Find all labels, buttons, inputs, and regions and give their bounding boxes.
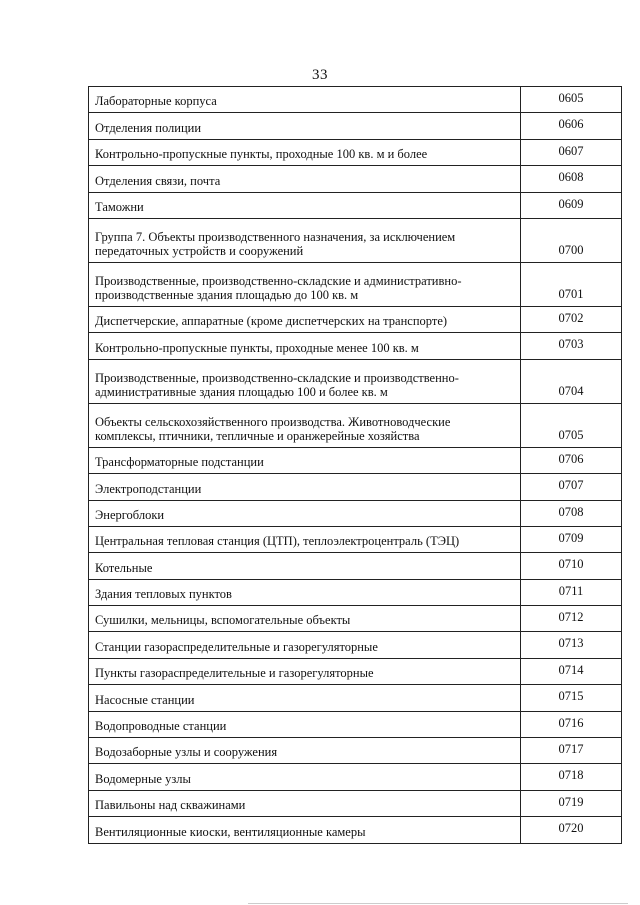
row-name: Объекты сельскохозяйственного производства. Животноводческие комплексы, птичники, тепличные и оранжерейные хозяйства [89,403,521,447]
row-name: Пункты газораспределительные и газорегуляторные [89,658,521,684]
scan-edge-line [248,903,628,904]
table-row [89,474,622,500]
row-name: Лабораторные корпуса [89,87,521,113]
table-row [89,359,622,403]
row-name: Водопроводные станции [89,711,521,737]
row-name: Контрольно-пропускные пункты, проходные менее 100 кв. м [89,333,521,359]
row-name: Энергоблоки [89,500,521,526]
table-row [89,447,622,473]
row-name: Производственные, производственно-складские и административно-производственные здания площадью до 100 кв. м [89,262,521,306]
row-code: 0609 [521,192,622,218]
row-code: 0608 [521,166,622,192]
row-code: 0712 [521,606,622,632]
table-row [89,306,622,332]
table-row [89,87,622,113]
row-name: Электроподстанции [89,474,521,500]
row-name: Трансформаторные подстанции [89,447,521,473]
row-code: 0711 [521,579,622,605]
row-name: Станции газораспределительные и газорегуляторные [89,632,521,658]
row-code: 0708 [521,500,622,526]
row-name: Водомерные узлы [89,764,521,790]
table-row [89,579,622,605]
row-name: Отделения связи, почта [89,166,521,192]
row-name: Производственные, производственно-складские и производственно-административные здания площадью 100 и более кв. м [89,359,521,403]
row-code: 0703 [521,333,622,359]
row-code: 0700 [521,218,622,262]
row-code: 0605 [521,87,622,113]
row-code: 0717 [521,738,622,764]
row-name: Павильоны над скважинами [89,790,521,816]
row-code: 0706 [521,447,622,473]
row-code: 0714 [521,658,622,684]
row-name: Контрольно-пропускные пункты, проходные 100 кв. м и более [89,139,521,165]
row-code: 0709 [521,526,622,552]
row-code: 0710 [521,553,622,579]
row-code: 0719 [521,790,622,816]
table-row [89,262,622,306]
row-code: 0704 [521,359,622,403]
table-row [89,764,622,790]
table-row [89,790,622,816]
row-code: 0702 [521,306,622,332]
row-code: 0606 [521,113,622,139]
table-row [89,711,622,737]
table-row [89,500,622,526]
table-row [89,403,622,447]
table-row [89,192,622,218]
row-name: Диспетчерские, аппаратные (кроме диспетчерских на транспорте) [89,306,521,332]
table-row [89,817,622,843]
classifier-table [88,86,622,844]
table-row [89,685,622,711]
table-row [89,139,622,165]
table-row [89,658,622,684]
row-name: Водозаборные узлы и сооружения [89,738,521,764]
table-row [89,113,622,139]
row-code: 0716 [521,711,622,737]
row-code: 0607 [521,139,622,165]
row-name: Группа 7. Объекты производственного назначения, за исключением передаточных устройств и сооружений [89,218,521,262]
row-code: 0715 [521,685,622,711]
row-name: Отделения полиции [89,113,521,139]
row-code: 0720 [521,817,622,843]
table-row [89,166,622,192]
page-number: 33 [312,67,328,83]
table-row [89,606,622,632]
row-name: Центральная тепловая станция (ЦТП), теплоэлектроцентраль (ТЭЦ) [89,526,521,552]
row-name: Насосные станции [89,685,521,711]
row-code: 0707 [521,474,622,500]
row-code: 0705 [521,403,622,447]
row-code: 0713 [521,632,622,658]
row-code: 0718 [521,764,622,790]
table-row [89,218,622,262]
table-row [89,632,622,658]
row-name: Сушилки, мельницы, вспомогательные объекты [89,606,521,632]
row-name: Котельные [89,553,521,579]
table-row [89,553,622,579]
row-name: Здания тепловых пунктов [89,579,521,605]
row-name: Вентиляционные киоски, вентиляционные камеры [89,817,521,843]
table-row [89,526,622,552]
table-row [89,333,622,359]
row-code: 0701 [521,262,622,306]
table-row [89,738,622,764]
row-name: Таможни [89,192,521,218]
